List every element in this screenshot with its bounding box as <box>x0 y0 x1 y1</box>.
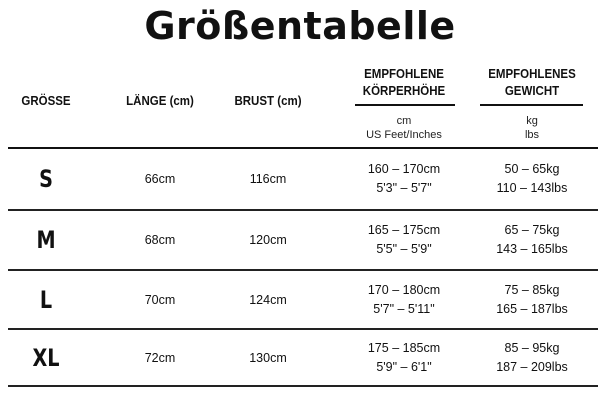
table-row <box>0 210 600 270</box>
length-cell: 70cm <box>144 293 176 307</box>
header-height-underline <box>355 104 455 106</box>
page-title: Größentabelle <box>144 4 456 48</box>
table-row <box>0 149 600 209</box>
height-cell <box>348 160 460 200</box>
size-label: L <box>39 286 53 314</box>
height-cell <box>348 339 460 379</box>
header-height-line1: EMPFOHLENE <box>364 67 444 81</box>
header-length: LÄNGE (cm) <box>126 94 194 108</box>
height-cm: 170 – 180cm <box>367 283 441 297</box>
height-ft: 5'9" – 6'1" <box>376 360 432 374</box>
header-recommended-weight <box>480 66 583 100</box>
weight-cell <box>476 160 588 200</box>
header-recommended-height <box>352 66 455 100</box>
table-row <box>0 328 600 388</box>
height-ft: 5'7" – 5'11" <box>373 302 435 316</box>
chest-cell: 116cm <box>249 172 287 186</box>
height-cm: 160 – 170cm <box>367 162 441 176</box>
height-cm: 165 – 175cm <box>367 223 441 237</box>
header-weight-line2: GEWICHT <box>504 84 560 98</box>
height-cell <box>348 281 460 321</box>
weight-lbs: 110 – 143lbs <box>496 181 568 195</box>
height-unit-feet: US Feet/Inches <box>366 129 442 141</box>
height-cell <box>348 221 460 261</box>
header-weight-underline <box>480 104 583 106</box>
size-label: S <box>39 165 53 193</box>
length-cell: 72cm <box>144 351 176 365</box>
height-ft: 5'3" – 5'7" <box>376 181 432 195</box>
weight-lbs: 143 – 165lbs <box>496 242 568 256</box>
length-cell: 68cm <box>144 233 176 247</box>
header-height-units <box>348 114 460 142</box>
height-ft: 5'5" – 5'9" <box>376 242 432 256</box>
height-cm: 175 – 185cm <box>367 341 441 355</box>
weight-kg: 50 – 65kg <box>504 162 560 176</box>
header-size: GRÖSSE <box>21 94 71 108</box>
weight-unit-kg: kg <box>526 115 538 127</box>
weight-cell <box>476 221 588 261</box>
chest-cell: 120cm <box>249 233 287 247</box>
header-height-line2: KÖRPERHÖHE <box>362 84 446 98</box>
row-divider <box>8 385 598 387</box>
table-row <box>0 270 600 330</box>
size-label: M <box>36 226 56 254</box>
chest-cell: 130cm <box>249 351 287 365</box>
weight-lbs: 165 – 187lbs <box>496 302 568 316</box>
weight-kg: 65 – 75kg <box>504 223 560 237</box>
weight-cell <box>476 339 588 379</box>
weight-cell <box>476 281 588 321</box>
header-chest: BRUST (cm) <box>234 94 302 108</box>
weight-lbs: 187 – 209lbs <box>496 360 568 374</box>
size-label: XL <box>32 344 60 372</box>
weight-kg: 85 – 95kg <box>504 341 560 355</box>
header-weight-units <box>476 114 588 142</box>
height-unit-cm: cm <box>396 115 412 127</box>
header-weight-line1: EMPFOHLENES <box>488 67 576 81</box>
weight-kg: 75 – 85kg <box>504 283 560 297</box>
chest-cell: 124cm <box>249 293 287 307</box>
length-cell: 66cm <box>144 172 176 186</box>
weight-unit-lbs: lbs <box>524 129 540 141</box>
